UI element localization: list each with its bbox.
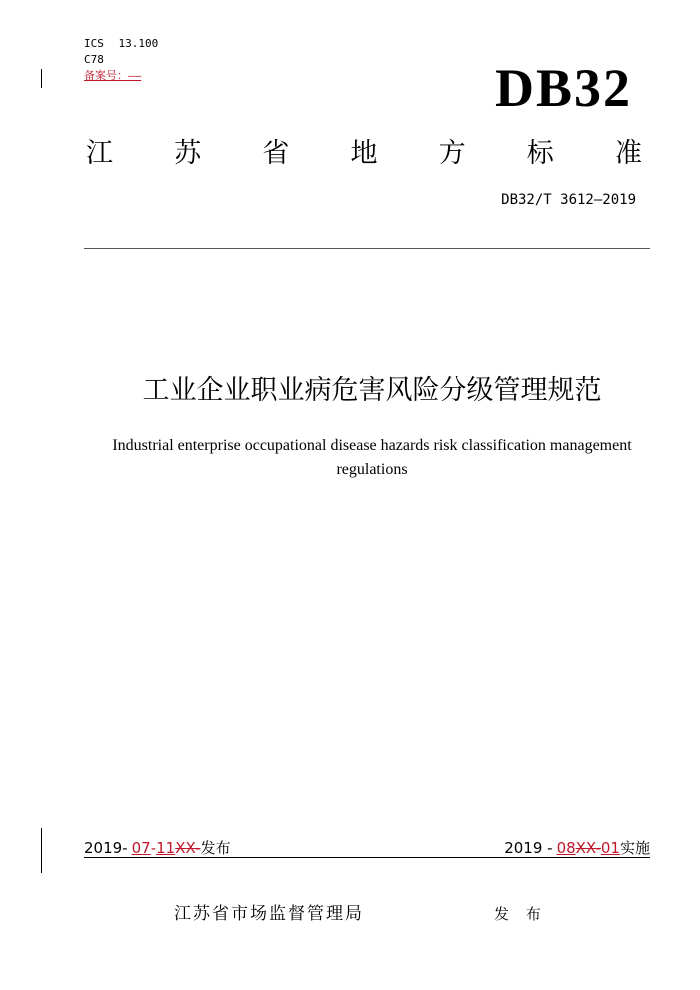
implement-sep: -: [595, 839, 601, 857]
publish-date: 2019- 07-11XX-发布: [84, 839, 231, 857]
change-bar-top: [41, 69, 42, 88]
org-char: 准: [614, 138, 642, 169]
org-char: 苏: [174, 138, 202, 169]
implement-deleted: XX: [575, 839, 596, 857]
divider-top: [84, 248, 650, 249]
filing-line: [84, 68, 158, 84]
issue-label: 发 布: [494, 905, 547, 923]
org-char: 标: [526, 138, 554, 169]
org-char: 方: [438, 138, 466, 169]
publish-label: 发布: [200, 839, 231, 857]
divider-bottom: [84, 857, 650, 858]
ics-label: ICS: [84, 37, 104, 50]
filing-label: 备案号：: [84, 69, 128, 82]
implement-year: 2019 -: [504, 839, 553, 857]
implement-month: 08: [556, 839, 576, 857]
publish-day: 11: [156, 839, 176, 857]
publish-year: 2019-: [84, 839, 128, 857]
ics-code: 13.100: [118, 37, 159, 50]
date-bar: [84, 838, 650, 858]
org-char: 省: [262, 138, 290, 169]
standard-brand: DB32: [494, 58, 632, 118]
change-bar-bottom: [41, 828, 42, 873]
classification-block: [84, 36, 158, 84]
filing-value: ——: [128, 69, 142, 82]
standard-code: DB32/T 3612—2019: [501, 192, 636, 208]
org-char: 地: [350, 138, 378, 169]
implement-date: [504, 838, 650, 858]
publish-sep: -: [150, 839, 157, 857]
publish-month: 07: [131, 839, 151, 857]
implement-day: 01: [600, 839, 620, 857]
ccs-code: C78: [84, 53, 104, 66]
standard-org-title: [86, 136, 642, 172]
publish-deleted: XX: [175, 839, 196, 857]
document-title: 工业企业职业病危害风险分级管理规范: [142, 375, 602, 406]
ics-line: [84, 36, 158, 52]
org-char: 江: [86, 138, 113, 169]
document-title-english: Industrial enterprise occupational disease hazards risk classification management regulations: [112, 437, 632, 478]
implement-label: 实施: [619, 839, 650, 857]
issuing-authority: 江苏省市场监督管理局: [174, 904, 364, 924]
